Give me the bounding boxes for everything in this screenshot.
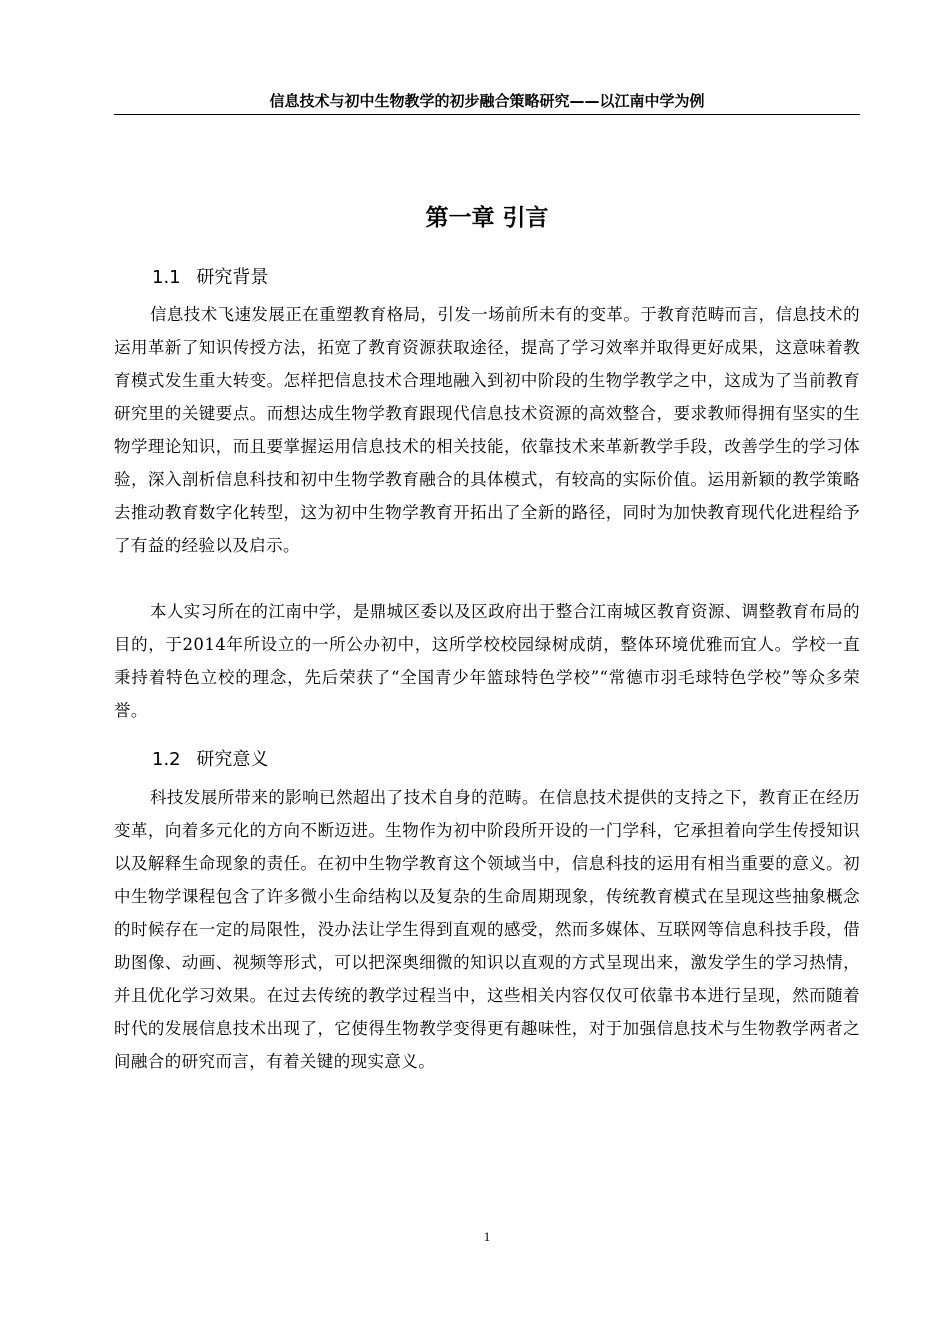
section-number: 1.2 [152, 749, 181, 770]
running-header-title: 信息技术与初中生物教学的初步融合策略研究——以江南中学为例 [269, 92, 705, 110]
section-heading-significance [152, 746, 268, 774]
section-number: 1.1 [152, 267, 181, 288]
chapter-title: 第一章 引言 [425, 205, 549, 231]
paragraph-background-1: 信息技术飞速发展正在重塑教育格局，引发一场前所未有的变革。于教育范畴而言，信息技术的运用革新了知识传授方法，拓宽了教育资源获取途径，提高了学习效率并取得更好成果，这意味着教育模式发生重大转变。怎样把信息技术合理地融入到初中阶段的生物学教学之中，这成为了当前教育研究里的关键要点。而想达成生物学教育跟现代信息技术资源的高效整合，要求教师得拥有坚实的生物学理论知识，而且要掌握运用信息技术的相关技能，依靠技术来革新教学手段，改善学生的学习体验，深入剖析信息科技和初中生物学教育融合的具体模式，有较高的实际价值。运用新颖的教学策略去推动教育数字化转型，这为初中生物学教育开拓出了全新的路径，同时为加快教育现代化进程给予了有益的经验以及启示。 [114, 305, 860, 555]
paragraph-background-2: 本人实习所在的江南中学，是鼎城区委以及区政府出于整合江南城区教育资源、调整教育布局的目的，于2014年所设立的一所公办初中，这所学校校园绿树成荫，整体环境优雅而宜人。学校一直秉持着特色立校的理念，先后荣获了“全国青少年篮球特色学校”“常德市羽毛球特色学校”等众多荣誉。 [114, 602, 860, 720]
section-title: 研究背景 [196, 267, 269, 288]
page-number: 1 [483, 1229, 491, 1244]
paragraph-significance-1: 科技发展所带来的影响已然超出了技术自身的范畴。在信息技术提供的支持之下，教育正在经历变革，向着多元化的方向不断迈进。生物作为初中阶段所开设的一门学科，它承担着向学生传授知识以及解释生命现象的责任。在初中生物学教育这个领域当中，信息科技的运用有相当重要的意义。初中生物学课程包含了许多微小生命结构以及复杂的生命周期现象，传统教育模式在呈现这些抽象概念的时候存在一定的局限性，没办法让学生得到直观的感受，然而多媒体、互联网等信息科技手段，借助图像、动画、视频等形式，可以把深奥细微的知识以直观的方式呈现出来，激发学生的学习热情，并且优化学习效果。在过去传统的教学过程当中，这些相关内容仅仅可依靠书本进行呈现，然而随着时代的发展信息技术出现了，它使得生物教学变得更有趣味性，对于加强信息技术与生物教学两者之间融合的研究而言，有着关键的现实意义。 [114, 788, 860, 1071]
section-heading-background [152, 264, 268, 292]
header-divider [114, 114, 860, 115]
section-title: 研究意义 [196, 749, 269, 770]
